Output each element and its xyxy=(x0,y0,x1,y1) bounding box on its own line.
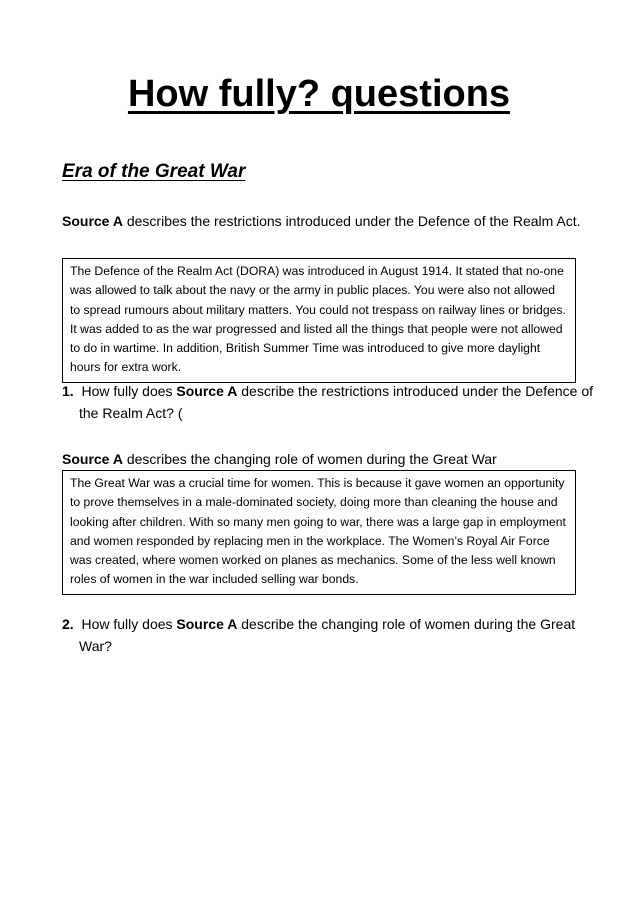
source-intro-text: describes the restrictions introduced under the Defence of the Realm Act. xyxy=(122,213,581,229)
question-1 xyxy=(62,380,599,424)
question-number: 1. xyxy=(62,383,74,399)
question-source-label: Source A xyxy=(176,616,238,632)
source-box-2: The Great War was a crucial time for women. This is because it gave women an opportunity to prove themselves in a male-dominated society, doing more than cleaning the house and looking after children. With so many men going to war, there was a large gap in employment and women responded by replacing men in the workplace. The Women’s Royal Air Force was created, where women worked on planes as mechanics. Some of the less well known roles of women in the war included selling war bonds. xyxy=(62,470,576,595)
question-text-post: describe the restrictions introduced under the Defence of the Realm Act? ( xyxy=(79,383,594,421)
source-intro-2 xyxy=(62,448,582,470)
source-intro-1 xyxy=(62,210,582,232)
question-source-label: Source A xyxy=(176,383,238,399)
source-label: Source A xyxy=(62,213,123,229)
source-label: Source A xyxy=(62,451,123,467)
question-text-post: describe the changing role of women during the Great War? xyxy=(79,616,576,654)
page-title: How fully? questions xyxy=(127,73,511,115)
section-title: Era of the Great War xyxy=(62,161,246,182)
source-intro-text: describes the changing role of women during the Great War xyxy=(122,451,497,467)
question-text-pre: How fully does xyxy=(81,616,177,632)
question-2 xyxy=(62,613,599,657)
source-box-1: The Defence of the Realm Act (DORA) was introduced in August 1914. It stated that no-one was allowed to talk about the navy or the army in public places. You were also not allowed to spread rumours about military matters. You could not trespass on railway lines or bridges. It was added to as the war progressed and listed all the things that people were not allowed to do in wartime. In addition, British Summer Time was introduced to give more daylight hours for extra work. xyxy=(62,258,576,383)
question-number: 2. xyxy=(62,616,74,632)
question-text-pre: How fully does xyxy=(81,383,177,399)
